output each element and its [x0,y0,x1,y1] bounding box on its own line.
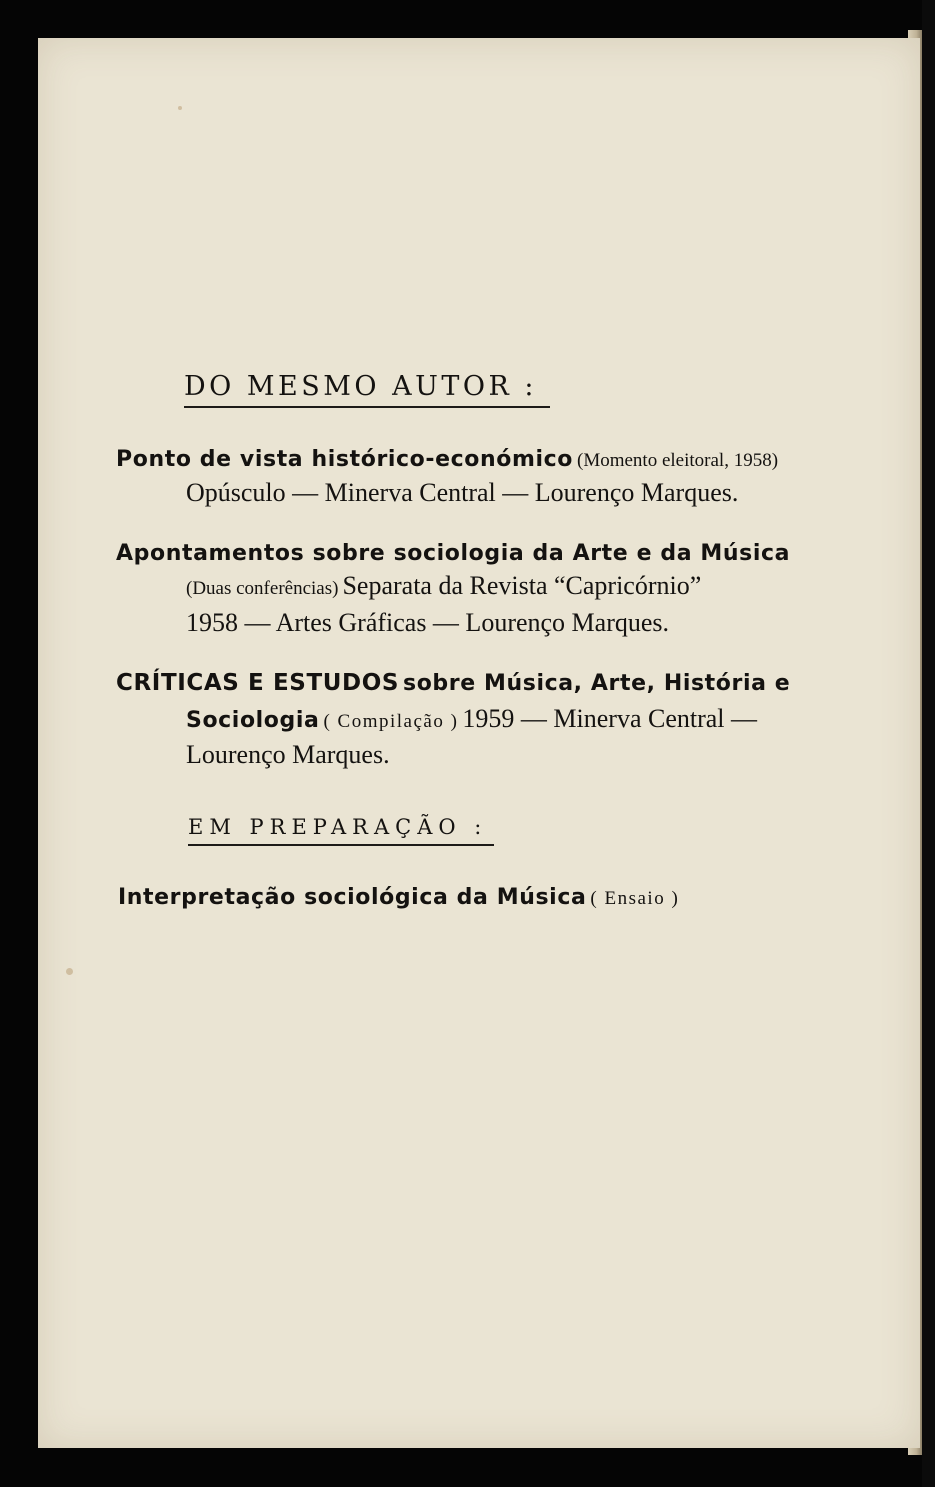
in-preparation-note: ( Ensaio ) [590,888,680,909]
work-entry-3-second-line [186,704,757,734]
work-1-title: Ponto de vista histórico-económico [116,447,573,472]
work-3-title-line2: Sociologia [186,708,320,733]
work-3-details-line2: Lourenço Marques. [186,740,390,769]
in-preparation-entry [118,885,679,910]
section-heading-in-preparation: EM PREPARAÇÃO : [188,815,488,839]
work-2-details-line2: 1958 — Artes Gráficas — Lourenço Marques. [186,608,670,637]
paper-stain [66,968,73,975]
work-entry-1-title-line [116,447,778,472]
work-entry-2-details-line [186,571,701,601]
work-entry-3-title-line [116,670,790,696]
work-1-details: Opúsculo — Minerva Central — Lourenço Marques. [186,478,739,507]
work-1-note: (Momento eleitoral, 1958) [577,450,779,471]
book-spine-strip [922,0,935,1487]
in-preparation-title: Interpretação sociológica da Música [118,885,587,910]
work-2-details-line1: Separata da Revista “Capricórnio” [342,571,702,600]
work-2-title: Apontamentos sobre sociologia da Arte e da Música [116,541,791,566]
paper-stain [178,106,182,110]
work-3-note: ( Compilação ) [323,711,459,732]
heading-underline [184,406,550,408]
work-3-title-caps: CRÍTICAS E ESTUDOS [116,670,400,696]
work-2-note: (Duas conferências) [186,578,339,599]
in-preparation-underline [188,844,494,846]
book-page [38,38,920,1448]
section-heading-by-same-author: DO MESMO AUTOR : [184,371,537,402]
work-3-details-line1: 1959 — Minerva Central — [462,704,758,733]
work-3-title-rest: sobre Música, Arte, História e [403,671,791,696]
